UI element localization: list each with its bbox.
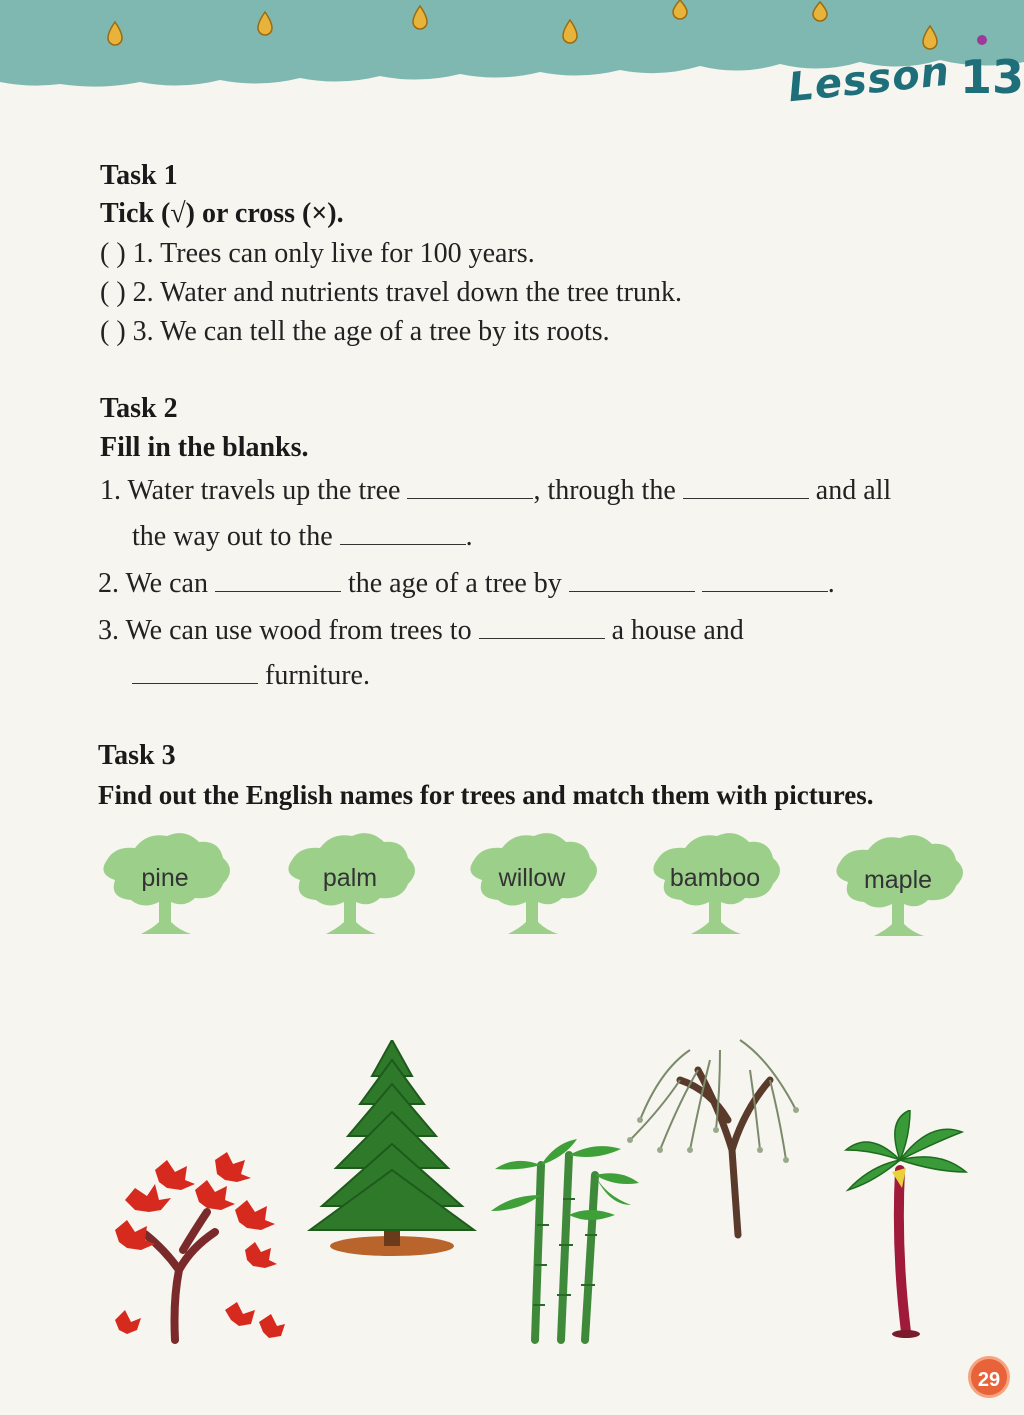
lesson-number: 13 — [959, 50, 1024, 104]
blank-field[interactable] — [215, 565, 341, 592]
page-number: 29 — [968, 1356, 1010, 1398]
tree-label-text: bamboo — [669, 864, 761, 892]
blank-field[interactable] — [683, 472, 809, 499]
blank-field[interactable] — [132, 657, 258, 684]
willow-tree-picture[interactable] — [620, 1030, 800, 1240]
task3-instruction: Find out the English names for trees and match them with pictures. — [98, 780, 874, 810]
statement-text: 3. We can tell the age of a tree by its roots. — [132, 316, 610, 347]
statement-text: 2. Water and nutrients travel down the tree trunk. — [132, 277, 682, 308]
task1-item-3 — [100, 316, 610, 348]
task3-title: Task 3 — [98, 740, 176, 771]
blank-field[interactable] — [702, 565, 828, 592]
task1-item-2 — [100, 277, 682, 309]
answer-bracket[interactable]: ( ) — [100, 277, 126, 308]
tree-label-palm[interactable] — [280, 830, 420, 950]
tree-label-text: palm — [322, 864, 378, 892]
blank-field[interactable] — [569, 565, 695, 592]
tree-label-text: maple — [863, 866, 933, 894]
answer-bracket[interactable]: ( ) — [100, 316, 126, 347]
tree-label-willow[interactable] — [462, 830, 602, 950]
blank-field[interactable] — [407, 472, 533, 499]
tree-label-text: pine — [141, 864, 189, 892]
task2-q2: 2. We can the age of a tree by . — [98, 565, 835, 600]
lesson-title — [785, 48, 1024, 112]
tree-label-bamboo[interactable] — [645, 830, 785, 950]
blank-field[interactable] — [479, 612, 605, 639]
answer-bracket[interactable]: ( ) — [100, 238, 126, 269]
task2-q1-line1: 1. Water travels up the tree , through the and all — [100, 472, 891, 507]
blank-field[interactable] — [340, 518, 466, 545]
task2-q3-line2: furniture. — [132, 657, 370, 692]
pine-tree-picture[interactable] — [302, 1040, 482, 1260]
task2-title: Task 2 — [100, 393, 178, 424]
pin-icon — [977, 35, 987, 45]
tree-label-maple[interactable] — [828, 832, 968, 952]
lesson-word: Lesson — [785, 48, 952, 112]
task1-title: Task 1 — [100, 160, 178, 191]
tree-label-pine[interactable] — [95, 830, 235, 950]
task2-q1-line2: the way out to the . — [132, 518, 473, 553]
task2-instruction: Fill in the blanks. — [100, 432, 309, 463]
task1-item-1 — [100, 238, 535, 270]
task2-q3-line1: 3. We can use wood from trees to a house and — [98, 612, 744, 647]
task1-instruction: Tick (√) or cross (×). — [100, 198, 344, 229]
palm-tree-picture[interactable] — [840, 1110, 970, 1340]
maple-tree-picture[interactable] — [95, 1150, 295, 1350]
statement-text: 1. Trees can only live for 100 years. — [132, 238, 535, 269]
tree-label-text: willow — [498, 864, 566, 892]
